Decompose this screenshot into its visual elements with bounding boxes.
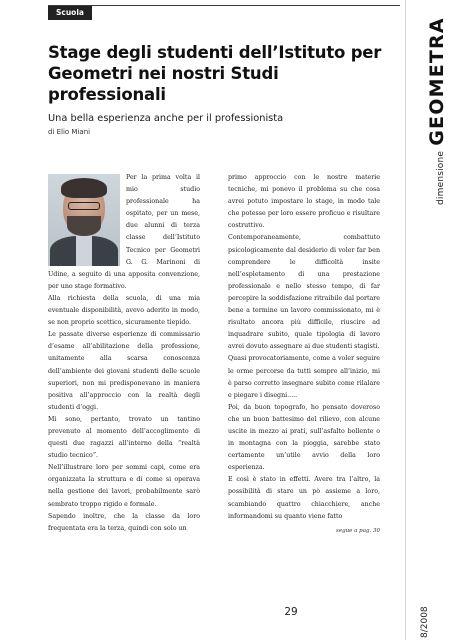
section-tag: Scuola — [48, 6, 92, 20]
issue-number: 8/2008 — [420, 606, 430, 638]
article-column-1 — [48, 172, 200, 535]
paragraph: Per la prima volta il mio studio professionale ha ospitato, per un mese, due alunni di terza classe dell’Istituto Tecnico per Geometri G. G. Marinoni di Udine, a seguito di una apposita convenzione, per uno stage formativo. — [48, 174, 200, 290]
paragraph: Quasi provocatoriamente, come a voler seguire le orme percorse da tutti sempre all’inizio, mi è parso corretto insegnare subito come rilalare e piegare i disegni..... — [228, 355, 380, 399]
paragraph: E così è stato in effetti. Avere tra l’altro, la possibilità di stare un pò assieme a loro, scambiando quattro chiacchiere, anche informandomi su quanto viene fatto — [228, 476, 380, 520]
top-rule — [48, 5, 400, 6]
paragraph: Le passate diverse esperienze di commissario d’esame all’abilitazione della professione, unitamente alla scarsa conoscenza dell’ambiente dei giovani studenti delle scuole superiori, non mi predisponevano in maniera positiva all’approccio con la realtà degli studenti d’oggi. — [48, 331, 200, 411]
paragraph: Mi sono, pertanto, trovato un tantino prevenuto al momento dell’accoglimento di questi due ragazzi all’interno della “realtà studio tecnico”. — [48, 415, 200, 460]
paragraph: Contemporaneamente, combattuto psicologicamente dal desiderio di voler far ben comprendere le difficoltà insite nell’espletamento di una prestazione professionale e nello stesso tempo, di far percepire la soddisfazione ritraibile dal portare bene a termine un lavoro commissionato, mi è risultato ancora più difficile, riuscire ad inquadrare subito, quale tipologia di lavoro avrei dovuto assegnare ai due studenti stagisti. — [228, 234, 380, 351]
paragraph: Sapendo inoltre, che la classe da loro frequentata era la terza, quindi con solo un — [48, 512, 200, 532]
article-subtitle: Una bella esperienza anche per il professionista — [48, 113, 284, 124]
paragraph: Poi, da buon topografo, ho pensato doveroso che un buon battesimo del rilievo, con alcune uscite in mezzo ai prati, sull’asfalto bollente o in montagna con la pioggia, sarebbe stato certamente un’utile avvio della loro esperienza. — [228, 403, 380, 472]
article-byline: di Elio Miani — [48, 128, 91, 136]
author-photo — [48, 174, 120, 266]
paragraph: Alla richiesta della scuola, di una mia eventuale disponibilità, avevo aderito in modo, se non proprio scettico, sicuramente tiepido. — [48, 294, 200, 327]
article-title: Stage degli studenti dell’Istituto per Geometri nei nostri Studi professionali — [48, 43, 382, 104]
sidebar — [405, 0, 453, 640]
continued-note: segue a pag. 30 — [336, 527, 380, 534]
paragraph: primo approccio con le nostre materie tecniche, mi ponevo il problema su che cosa avrei potuto impostare lo stage, in modo tale che potesse per loro essere proficuo e risultare costruttivo. — [228, 174, 380, 230]
paragraph: Nell’illustrare loro per sommi capi, come era organizzata la struttura e di come si operava nella gestione dei lavori, probabilmente sarò sembrato troppo rigido e formale. — [48, 464, 200, 508]
brand-small: dimensione — [436, 150, 446, 205]
page-number: 29 — [284, 606, 298, 618]
article-column-2 — [228, 172, 380, 537]
brand-big: GEOMETRA — [426, 17, 448, 146]
